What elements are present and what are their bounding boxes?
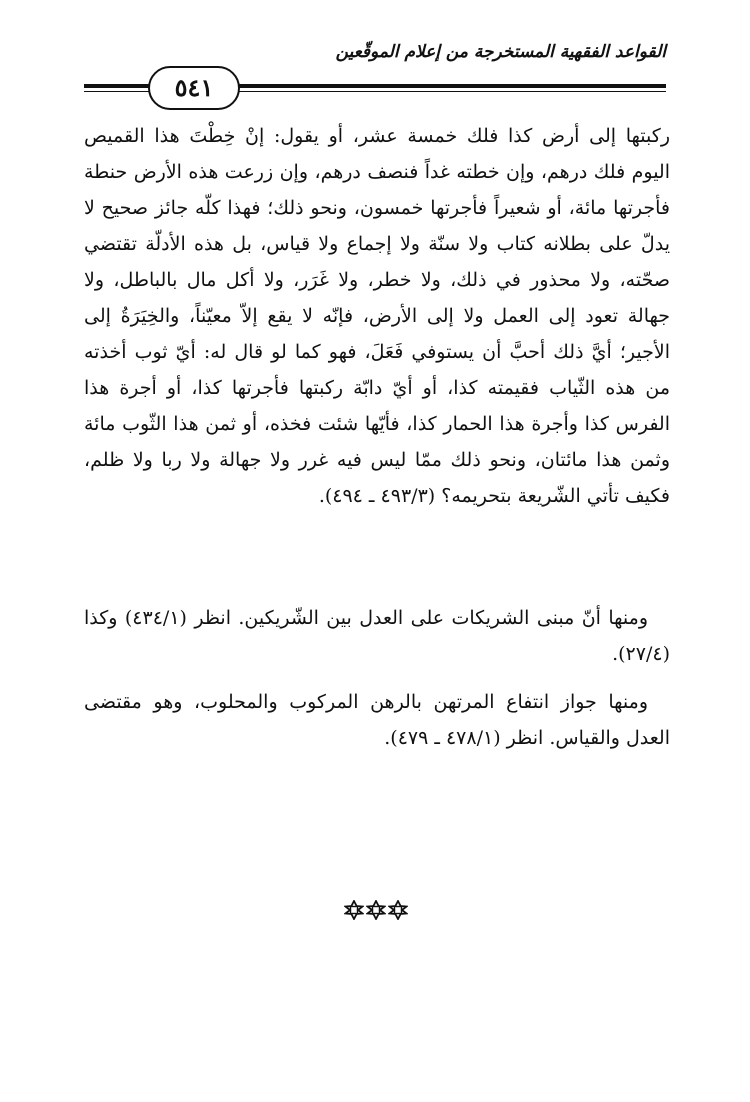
paragraph-2: ومنها أنّ مبنى الشريكات على العدل بين الشّريكين. انظر (٤٣٤/١) وكذا (٢٧/٤).	[84, 607, 670, 665]
star-ornament-icon	[366, 900, 386, 920]
paragraph-1: ركبتها إلى أرض كذا فلك خمسة عشر، أو يقول: إنْ خِطْتَ هذا القميص اليوم فلك درهم، وإن خطته غداً فنصف درهم، وإن زرعت هذه الأرض حنطة فأجرتها مائة، أو شعيراً فأجرتها خمسون، ونحو ذلك؛ فهذا كلّه جائز صحيح لا يدلّ على بطلانه كتاب ولا سنّة ولا إجماع ولا قياس، بل هذه الأدلّة تقتضي صحّته، ولا محذور في ذلك، ولا خطر، ولا غَرَر، ولا أكل مال بالباطل، ولا جهالة تعود إلى العمل ولا إلى الأرض، فإنّه لا يقع إلاّ معيّناً، والخِيَرَةُ إلى الأجير؛ أيَّ ذلك أحبَّ أن يستوفي فَعَلَ، فهو كما لو قال له: أيّ ثوب أخذته من هذه الثّياب فقيمته كذا، أو أيّ دابّة ركبتها فأجرتها كذا، أو أجرة هذا الفرس كذا وأجرة هذا الحمار كذا، فأيّها شئت فخذه، أو ثمن هذا الثّوب مائة وثمن هذا مائتان، ونحو ذلك ممّا ليس فيه غرر ولا جهالة ولا ربا ولا ظلم، فكيف تأتي الشّريعة بتحريمه؟ (٤٩٣/٣ ـ ٤٩٤).	[84, 125, 670, 507]
page-number: ٥٤١	[148, 66, 240, 110]
star-ornament-icon	[388, 900, 408, 920]
star-ornament-icon	[344, 900, 364, 920]
running-title: القواعد الفقهية المستخرجة من إعلام الموقّعين	[335, 42, 666, 62]
paragraph-3: ومنها جواز انتفاع المرتهن بالرهن المركوب والمحلوب، وهو مقتضى العدل والقياس. انظر (٤٧٨/١ ـ ٤٧٩).	[84, 691, 670, 749]
three-star-ornament-icon	[344, 900, 408, 920]
